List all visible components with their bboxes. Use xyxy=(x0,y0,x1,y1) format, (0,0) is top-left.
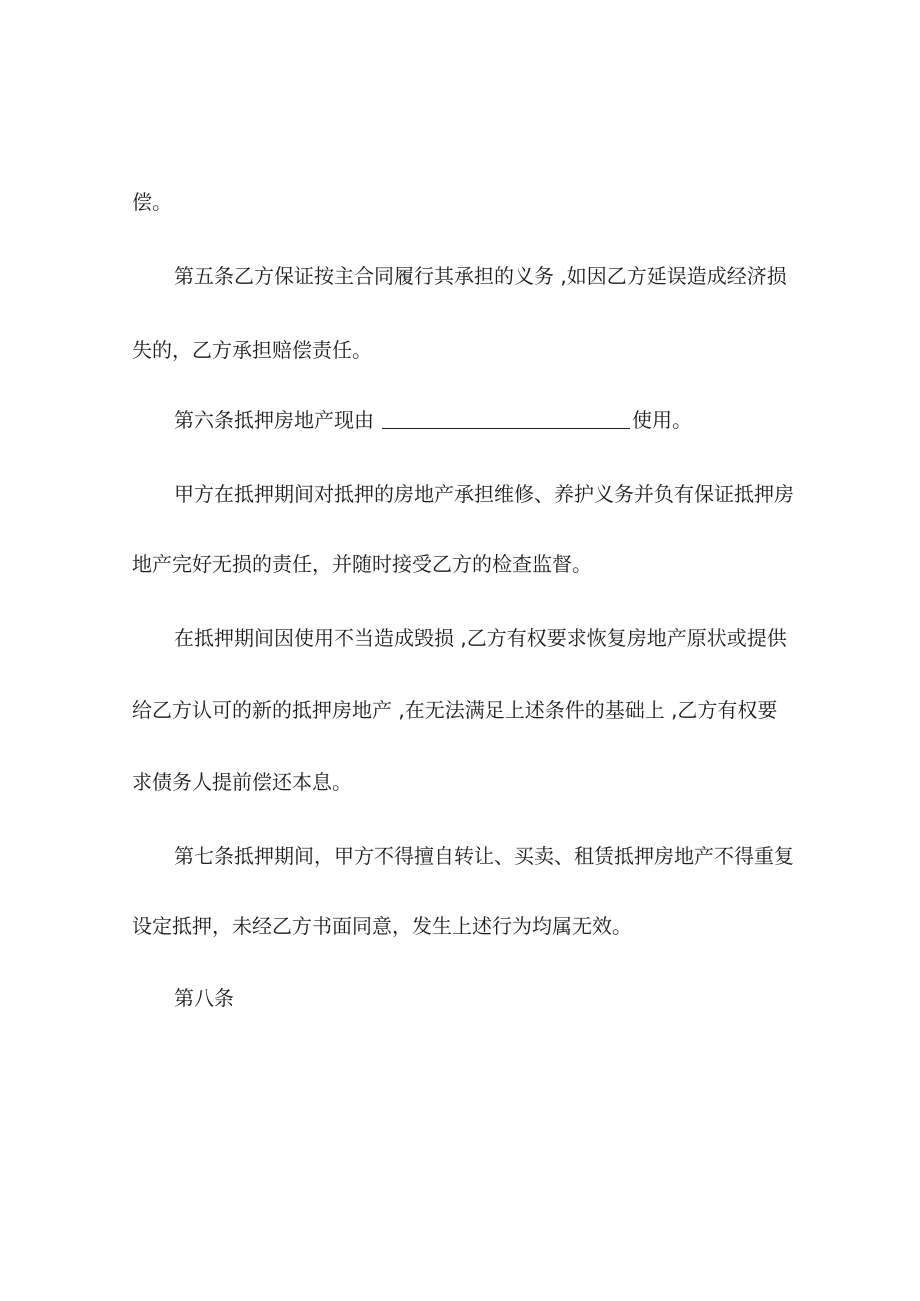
text-line: 失的，乙方承担赔偿责任。 xyxy=(132,338,372,362)
text-line: 甲方在抵押期间对抵押的房地产承担维修、养护义务并负有保证抵押房 xyxy=(174,482,794,506)
article-six-suffix: 使用。 xyxy=(632,408,692,432)
text-line: 在抵押期间因使用不当造成毁损 ,乙方有权要求恢复房地产原状或提供 xyxy=(174,626,787,650)
fill-in-blank xyxy=(382,408,630,429)
text-line: 设定抵押，未经乙方书面同意，发生上述行为均属无效。 xyxy=(132,914,632,938)
text-line: 地产完好无损的责任，并随时接受乙方的检查监督。 xyxy=(132,552,592,576)
text-line: 给乙方认可的新的抵押房地产 ,在无法满足上述条件的基础上 ,乙方有权要 xyxy=(132,698,778,722)
text-line: 求债务人提前偿还本息。 xyxy=(132,770,352,794)
article-six-prefix: 第六条抵押房地产现由 xyxy=(174,408,374,432)
text-line: 偿。 xyxy=(132,190,172,214)
article-six-line xyxy=(174,406,854,434)
text-line: 第五条乙方保证按主合同履行其承担的义务 ,如因乙方延误造成经济损 xyxy=(174,264,787,288)
text-line: 第八条 xyxy=(174,986,234,1010)
text-line: 第七条抵押期间，甲方不得擅自转让、买卖、租赁抵押房地产不得重复 xyxy=(174,844,794,868)
